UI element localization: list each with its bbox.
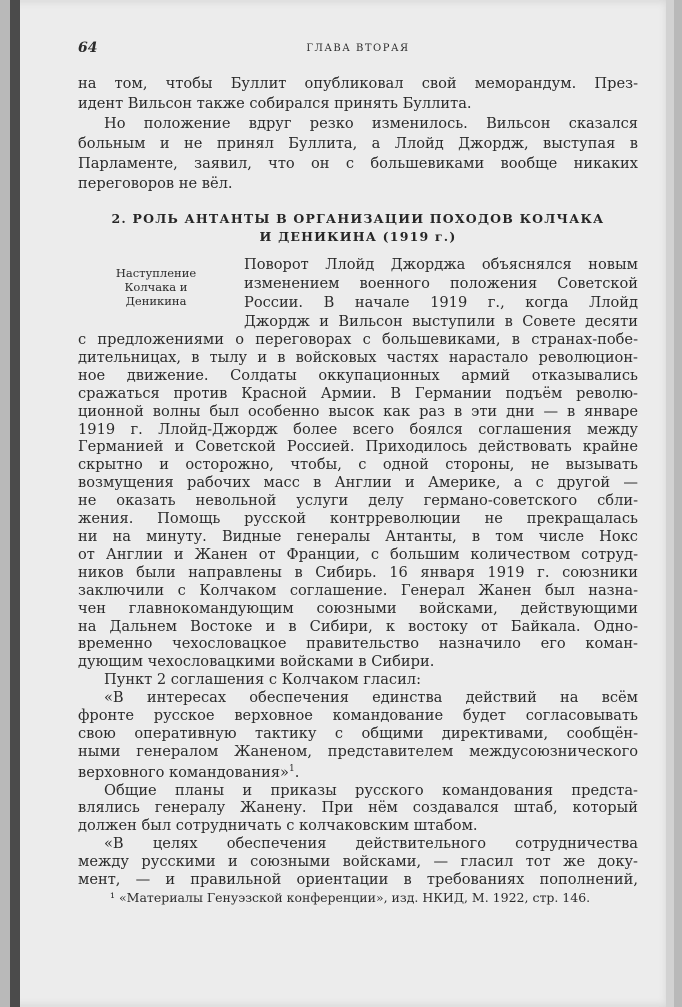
- section-intro: [244, 255, 638, 331]
- text-line: Парламенте, заявил, что он с большевиками вообще никаких: [78, 155, 638, 172]
- text-line: мент, — и правильной ориентации в требованиях пополнений,: [78, 871, 638, 889]
- margin-note-line: Деникина: [125, 294, 187, 308]
- text-line: свою оперативную тактику с общими директивами, сообщён-: [78, 724, 638, 742]
- text-line: ными генералом Жаненом, представителем междусоюзнического: [78, 742, 638, 760]
- text-line: изменением военного положения Советской: [244, 275, 638, 292]
- text-line: временно чехословацкое правительство назначило его коман-: [78, 635, 638, 653]
- margin-note-line: Колчака и: [124, 280, 188, 294]
- footnote-ref: 1: [288, 763, 295, 774]
- text-line: между русскими и союзными войсками, — гласил тот же доку-: [78, 853, 638, 871]
- margin-note: [100, 266, 212, 308]
- section-heading: [78, 210, 638, 246]
- text-line: Джордж и Вильсон выступили в Совете десяти: [244, 313, 638, 330]
- text-line: 1919 г. Ллойд-Джордж более всего боялся соглашения между: [78, 420, 638, 438]
- text-line: «В интересах обеспечения единства действий на всём: [104, 689, 638, 707]
- text-line: верховного командования»$^1$.: [78, 763, 300, 781]
- opening-paragraphs: [78, 74, 638, 194]
- text-line: скрытно и осторожно, чтобы, с одной стороны, не вызывать: [78, 456, 638, 474]
- quote-end: верховного командования»: [78, 763, 289, 781]
- text-line: с предложениями о переговорах с большевиками, в странах-побе-: [78, 331, 638, 348]
- text-line: России. В начале 1919 г., когда Ллойд: [244, 294, 638, 311]
- text-line: «В целях обеспечения действительного сотрудничества: [104, 835, 638, 853]
- text-line: ни на минуту. Видные генералы Антанты, в том числе Нокс: [78, 527, 638, 545]
- text-line: переговоров не вёл.: [78, 175, 233, 192]
- page-gutter-shadow: [10, 0, 20, 1007]
- text-line: фронте русское верховное командование будет согласовывать: [78, 707, 638, 725]
- running-title: ГЛАВА ВТОРАЯ: [306, 43, 410, 54]
- section-heading-line: И ДЕНИКИНА (1919 г.): [259, 229, 457, 244]
- text-line: от Англии и Жанен от Франции, с большим количеством сотруд-: [78, 545, 638, 563]
- text-line: Поворот Ллойд Джорджа объяснялся новым: [244, 256, 638, 273]
- text-line: на Дальнем Востоке и в Сибири, к востоку от Байкала. Одно-: [78, 617, 638, 635]
- footnote: [110, 890, 638, 905]
- footnote-text: «Материалы Генуэзской конференции», изд. НКИД, М. 1922, стр. 146.: [119, 890, 591, 905]
- text-line: Но положение вдруг резко изменилось. Вильсон сказался: [104, 115, 638, 132]
- text-line: на том, чтобы Буллит опубликовал свой меморандум. През-: [78, 75, 638, 92]
- text-line: сражаться против Красной Армии. В Германии подъём револю-: [78, 384, 638, 402]
- text-line: заключили с Колчаком соглашение. Генерал Жанен был назна-: [78, 581, 638, 599]
- text-line: жения. Помощь русской контрреволюции не прекращалась: [78, 510, 638, 528]
- margin-note-line: Наступление: [115, 266, 197, 280]
- section-heading-line: 2. РОЛЬ АНТАНТЫ В ОРГАНИЗАЦИИ ПОХОДОВ КОЛЧАКА: [111, 211, 605, 226]
- text-line: Пункт 2 соглашения с Колчаком гласил:: [104, 671, 421, 689]
- running-header: [78, 40, 638, 60]
- text-line: Общие планы и приказы русского командования предста-: [104, 781, 638, 799]
- page-edge: [666, 0, 674, 1007]
- text-line: должен был сотрудничать с колчаковским штабом.: [78, 817, 478, 835]
- text-line: ционной волны был особенно высок как раз в эти дни — в январе: [78, 402, 638, 420]
- main-text: [78, 331, 638, 889]
- text-line: влялись генералу Жанену. При нём создавался штаб, который: [78, 799, 638, 817]
- text-line: возмущения рабочих масс в Англии и Америке, а с другой —: [78, 474, 638, 492]
- text-line: дующим чехословацкими войсками в Сибири.: [78, 653, 435, 671]
- text-line: чен главнокомандующим союзными войсками, действующими: [78, 599, 638, 617]
- text-line: ное движение. Солдаты оккупационных армий отказывались: [78, 366, 638, 384]
- text-line: дительницах, в тылу и в войсковых частях нарастало революцион-: [78, 348, 638, 366]
- footnote-marker: ¹: [110, 890, 116, 905]
- text-line: Германией и Советской Россией. Приходилось действовать крайне: [78, 438, 638, 456]
- text-line: не оказать невольной услуги делу германо-советского сбли-: [78, 492, 638, 510]
- text-line: идент Вильсон также собирался принять Буллита.: [78, 95, 472, 112]
- text-line: ников были направлены в Сибирь. 16 января 1919 г. союзники: [78, 563, 638, 581]
- text-line: больным и не принял Буллита, а Ллойд Джордж, выступая в: [78, 135, 638, 152]
- page-number: 64: [78, 40, 98, 56]
